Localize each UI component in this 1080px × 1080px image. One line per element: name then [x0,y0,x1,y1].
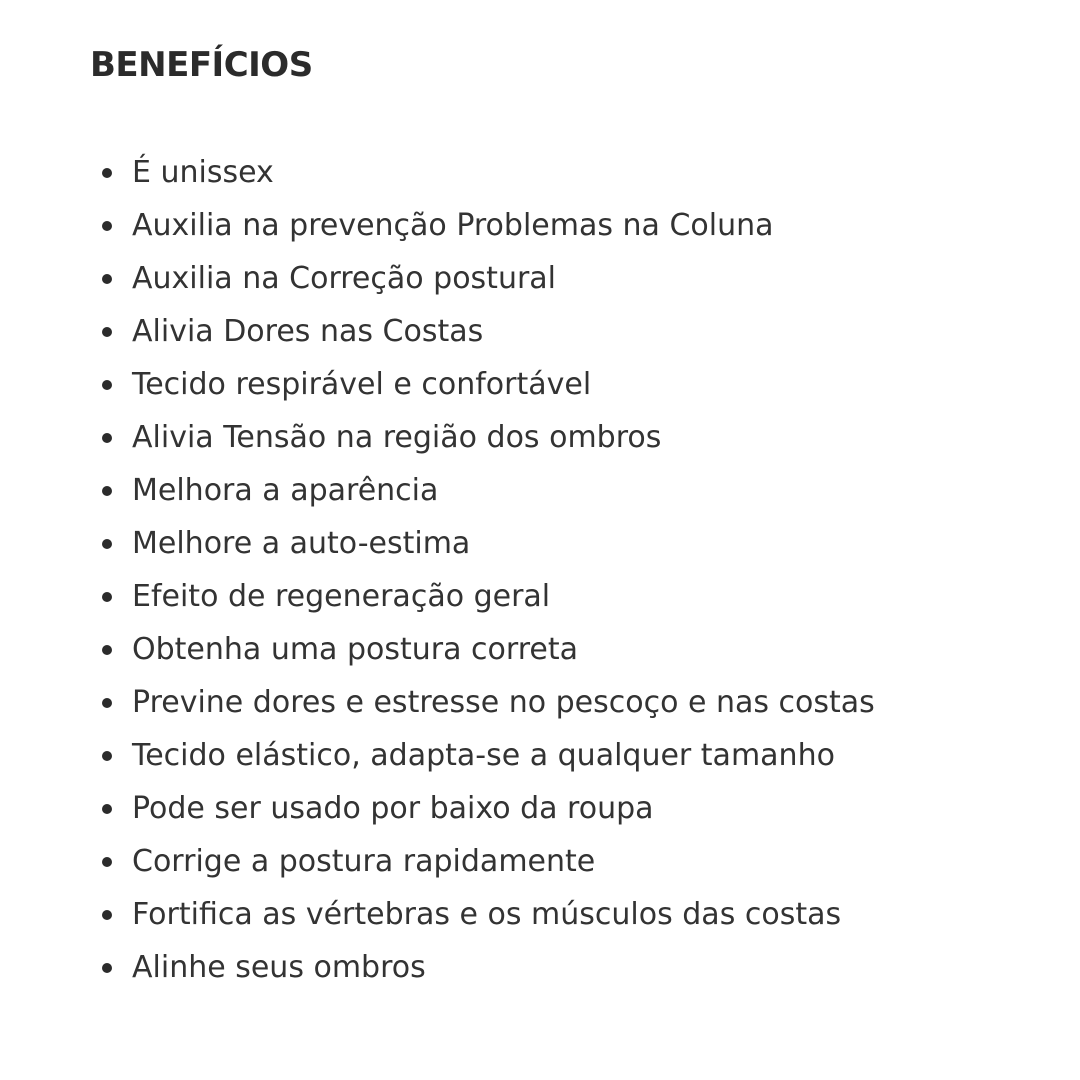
bullet-icon [102,963,112,973]
bullet-icon [102,486,112,496]
benefit-item [90,623,990,676]
benefit-text: Auxilia na prevenção Problemas na Coluna [132,208,774,243]
benefit-item [90,411,990,464]
benefit-text: É unissex [132,155,274,190]
bullet-icon [102,592,112,602]
benefit-text: Fortifica as vértebras e os músculos das costas [132,897,842,932]
benefit-item [90,464,990,517]
benefit-item [90,199,990,252]
benefit-text: Pode ser usado por baixo da roupa [132,791,654,826]
benefit-text: Previne dores e estresse no pescoço e nas costas [132,685,875,720]
bullet-icon [102,380,112,390]
bullet-icon [102,645,112,655]
bullet-icon [102,804,112,814]
benefit-text: Tecido elástico, adapta-se a qualquer tamanho [132,738,835,773]
benefit-item [90,358,990,411]
bullet-icon [102,857,112,867]
bullet-icon [102,910,112,920]
benefits-section [90,40,990,994]
bullet-icon [102,274,112,284]
benefit-text: Tecido respirável e confortável [132,367,592,402]
benefit-item [90,676,990,729]
benefit-item [90,888,990,941]
benefit-item [90,729,990,782]
benefit-item [90,782,990,835]
benefit-text: Alivia Tensão na região dos ombros [132,420,662,455]
benefits-list [90,146,990,994]
bullet-icon [102,221,112,231]
benefit-item [90,252,990,305]
benefit-text: Melhore a auto-estima [132,526,471,561]
benefit-text: Efeito de regeneração geral [132,579,551,614]
benefit-text: Alinhe seus ombros [132,950,426,985]
bullet-icon [102,433,112,443]
benefit-text: Auxilia na Correção postural [132,261,557,296]
section-heading: BENEFÍCIOS [90,45,313,85]
benefit-item [90,146,990,199]
benefit-text: Corrige a postura rapidamente [132,844,596,879]
benefit-text: Melhora a aparência [132,473,439,508]
bullet-icon [102,539,112,549]
benefit-item [90,517,990,570]
benefit-item [90,305,990,358]
benefit-text: Alivia Dores nas Costas [132,314,484,349]
bullet-icon [102,327,112,337]
benefit-item [90,835,990,888]
bullet-icon [102,698,112,708]
bullet-icon [102,168,112,178]
bullet-icon [102,751,112,761]
benefit-item [90,941,990,994]
benefit-item [90,570,990,623]
benefit-text: Obtenha uma postura correta [132,632,578,667]
